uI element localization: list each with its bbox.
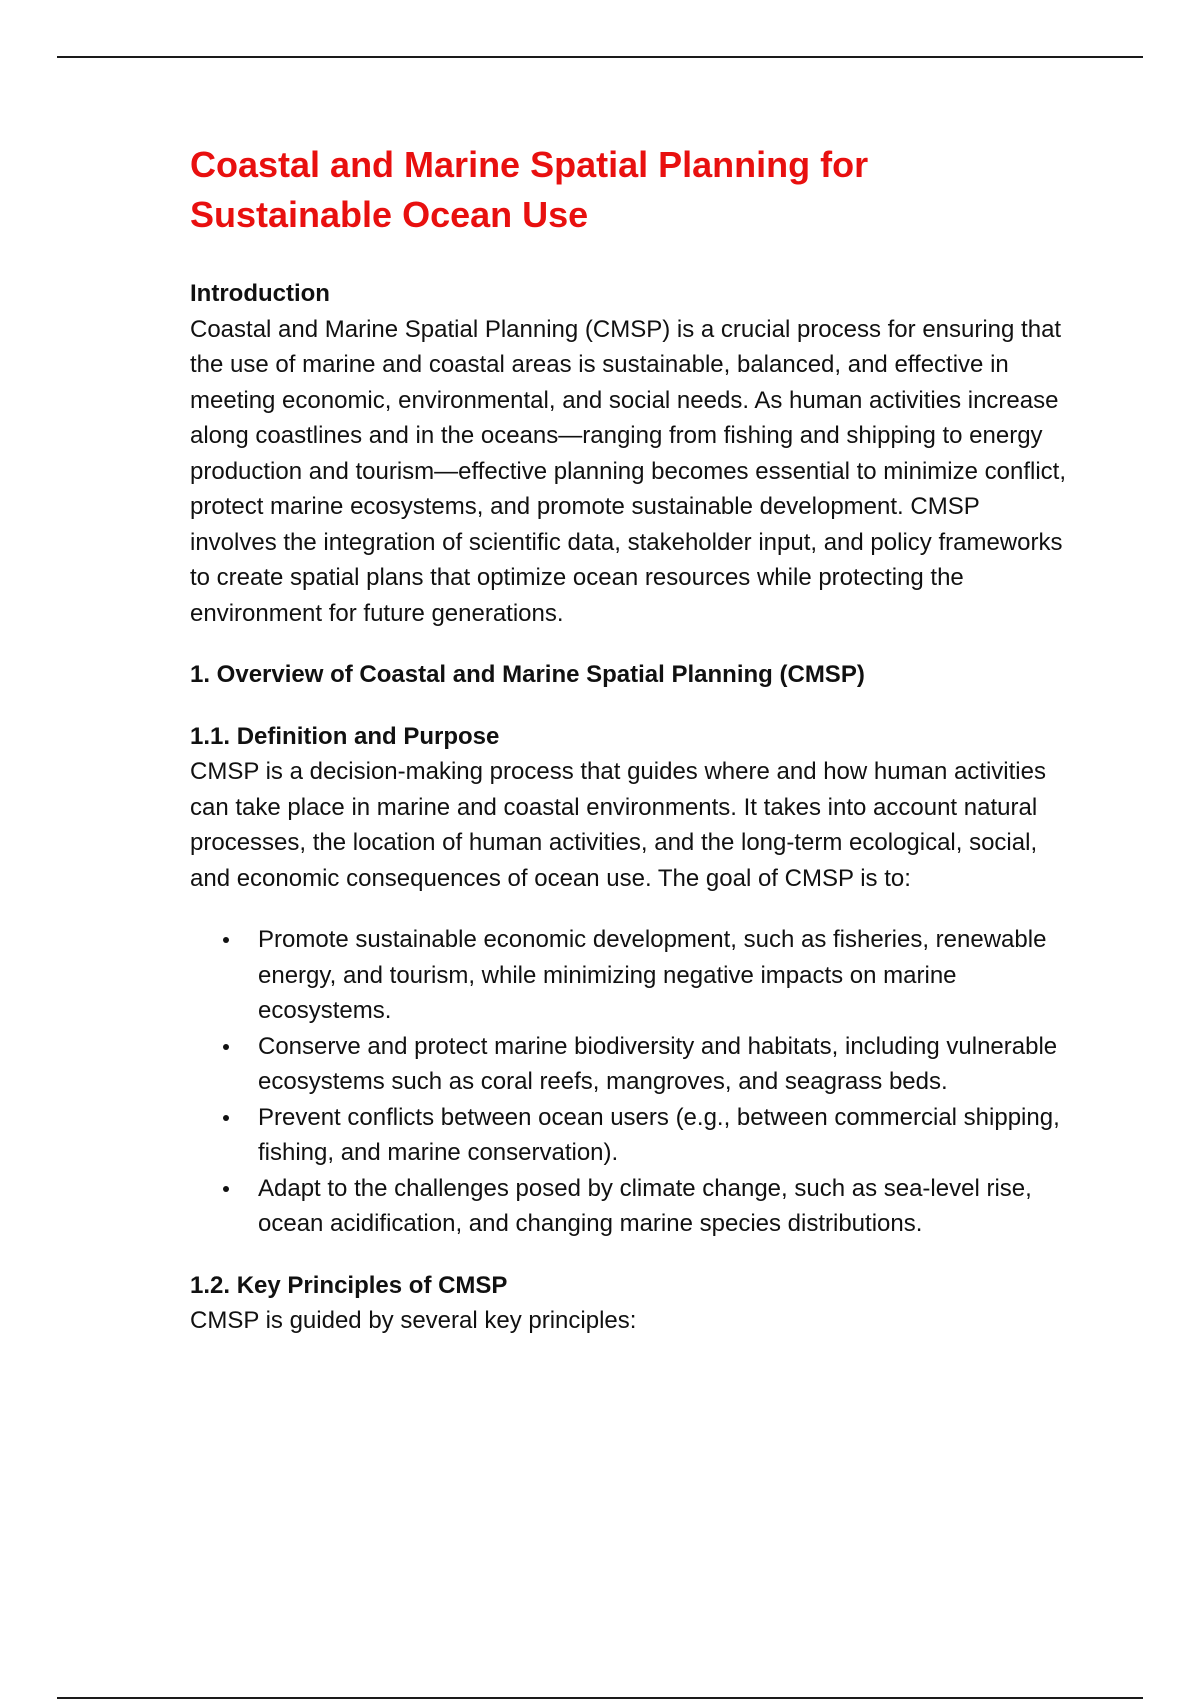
page-top-rule [57,56,1143,58]
goals-list [190,922,1070,1242]
section-1-2-heading: 1.2. Key Principles of CMSP [190,1271,508,1299]
bullet-icon [223,1115,229,1121]
bullet-icon [223,937,229,943]
list-item-text: Adapt to the challenges posed by climate change, such as sea-level rise, ocean acidification, and changing marine species distributions. [258,1174,1032,1237]
list-item-text: Prevent conflicts between ocean users (e.g., between commercial shipping, fishing, and marine conservation). [258,1103,1060,1166]
list-item [190,922,1070,1029]
document-title: Coastal and Marine Spatial Planning for Sustainable Ocean Use [190,144,869,235]
section-1-2-paragraph: CMSP is guided by several key principles: [190,1307,637,1334]
list-item-text: Conserve and protect marine biodiversity and habitats, including vulnerable ecosystems such as coral reefs, mangroves, and seagrass beds. [258,1032,1058,1095]
section-1-1-paragraph: CMSP is a decision-making process that guides where and how human activities can take place in marine and coastal environments. It takes into account natural processes, the location of human activities, and the long-term ecological, social, and economic consequences of ocean use. The goal of CMSP is to: [190,758,1046,892]
intro-paragraph: Coastal and Marine Spatial Planning (CMSP) is a crucial process for ensuring that the use of marine and coastal areas is sustainable, balanced, and effective in meeting economic, environmental, and social needs. As human activities increase along coastlines and in the oceans—ranging from fishing and shipping to energy production and tourism—effective planning becomes essential to minimize conflict, protect marine ecosystems, and promote sustainable development. CMSP involves the integration of scientific data, stakeholder input, and policy frameworks to create spatial plans that optimize ocean resources while protecting the environment for future generations. [190,315,1066,627]
list-item [190,1100,1070,1171]
list-item-text: Promote sustainable economic development, such as fisheries, renewable energy, and tourism, while minimizing negative impacts on marine ecosystems. [258,926,1047,1024]
page-bottom-rule [57,1697,1143,1699]
section-1-heading: 1. Overview of Coastal and Marine Spatial Planning (CMSP) [190,661,865,688]
bullet-icon [223,1044,229,1050]
list-item [190,1029,1070,1100]
bullet-icon [223,1186,229,1192]
list-item [190,1171,1070,1242]
section-1-1-heading: 1.1. Definition and Purpose [190,722,500,750]
document-body [190,140,1070,1339]
intro-heading: Introduction [190,280,330,307]
